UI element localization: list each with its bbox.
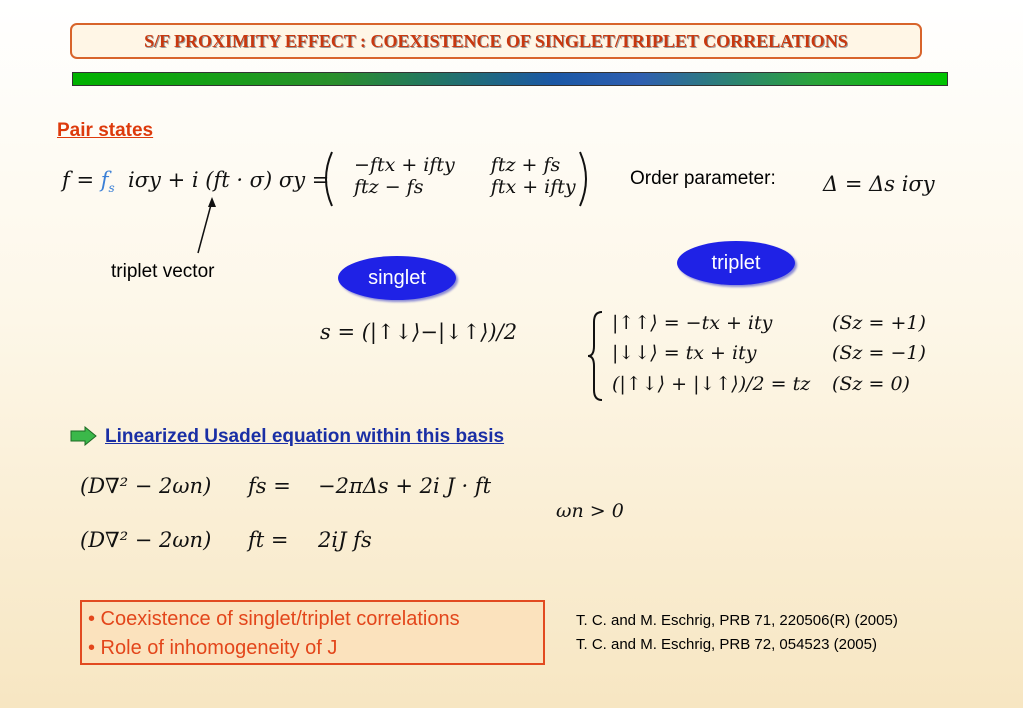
- matrix-cell-11: −ftx + ifty: [354, 154, 455, 176]
- triplet-vector-label: triplet vector: [111, 261, 215, 282]
- singlet-equation: s = (|↑↓⟩−|↓↑⟩)/2: [320, 320, 518, 344]
- order-parameter-label: Order parameter:: [630, 168, 776, 189]
- usadel-heading-link[interactable]: Linearized Usadel equation within this basis: [105, 426, 505, 447]
- usadel-eq1-lhs: fs =: [248, 474, 291, 498]
- usadel-eq2-lhs: ft =: [248, 528, 289, 552]
- triplet-state-up-up: |↑↑⟩ = −tx + ity: [612, 312, 773, 334]
- matrix-cell-12: ftz + fs: [490, 154, 561, 176]
- usadel-eq1-operator: (D∇² − 2ωn): [80, 474, 212, 498]
- conclusion-item: • Role of inhomogeneity of J: [88, 637, 338, 659]
- pair-states-heading: Pair states: [57, 120, 154, 141]
- right-arrow-icon: [70, 426, 98, 446]
- order-parameter-equation: Δ = Δs iσy: [823, 172, 935, 196]
- triplet-badge: triplet: [677, 241, 795, 285]
- matrix-cell-21: ftz − fs: [354, 176, 424, 198]
- matrix-cell-22: ftx + ifty: [490, 176, 576, 198]
- pair-equation-mid: iσy + i (ft · σ) σy =: [128, 168, 330, 192]
- conclusion-item: • Coexistence of singlet/triplet correlations: [88, 608, 460, 630]
- title-gradient-bar: [72, 72, 948, 86]
- triplet-sz-plus: (Sz = +1): [832, 312, 926, 334]
- omega-condition: ωn > 0: [556, 500, 624, 522]
- usadel-eq2-operator: (D∇² − 2ωn): [80, 528, 212, 552]
- pair-matrix: [318, 148, 596, 208]
- reference-1: T. C. and M. Eschrig, PRB 71, 220506(R) (2005): [576, 612, 898, 629]
- usadel-eq2-rhs: 2iJ fs: [318, 528, 372, 552]
- triplet-brace: [586, 310, 606, 402]
- triplet-state-zero: (|↑↓⟩ + |↓↑⟩)/2 = tz: [612, 373, 811, 395]
- conclusions-box: [80, 600, 545, 665]
- usadel-eq1-rhs: −2πΔs + 2i J · ft: [318, 474, 492, 498]
- pair-equation-lhs: $f = f_s$: [62, 168, 115, 196]
- triplet-state-down-down: |↓↓⟩ = tx + ity: [612, 342, 757, 364]
- triplet-sz-minus: (Sz = −1): [832, 342, 926, 364]
- reference-2: T. C. and M. Eschrig, PRB 72, 054523 (2005): [576, 636, 877, 653]
- triplet-sz-zero: (Sz = 0): [832, 373, 910, 395]
- triplet-vector-arrow: [190, 195, 220, 255]
- singlet-badge: singlet: [338, 256, 456, 300]
- slide-title: S/F PROXIMITY EFFECT : COEXISTENCE OF SINGLET/TRIPLET CORRELATIONS: [70, 23, 922, 59]
